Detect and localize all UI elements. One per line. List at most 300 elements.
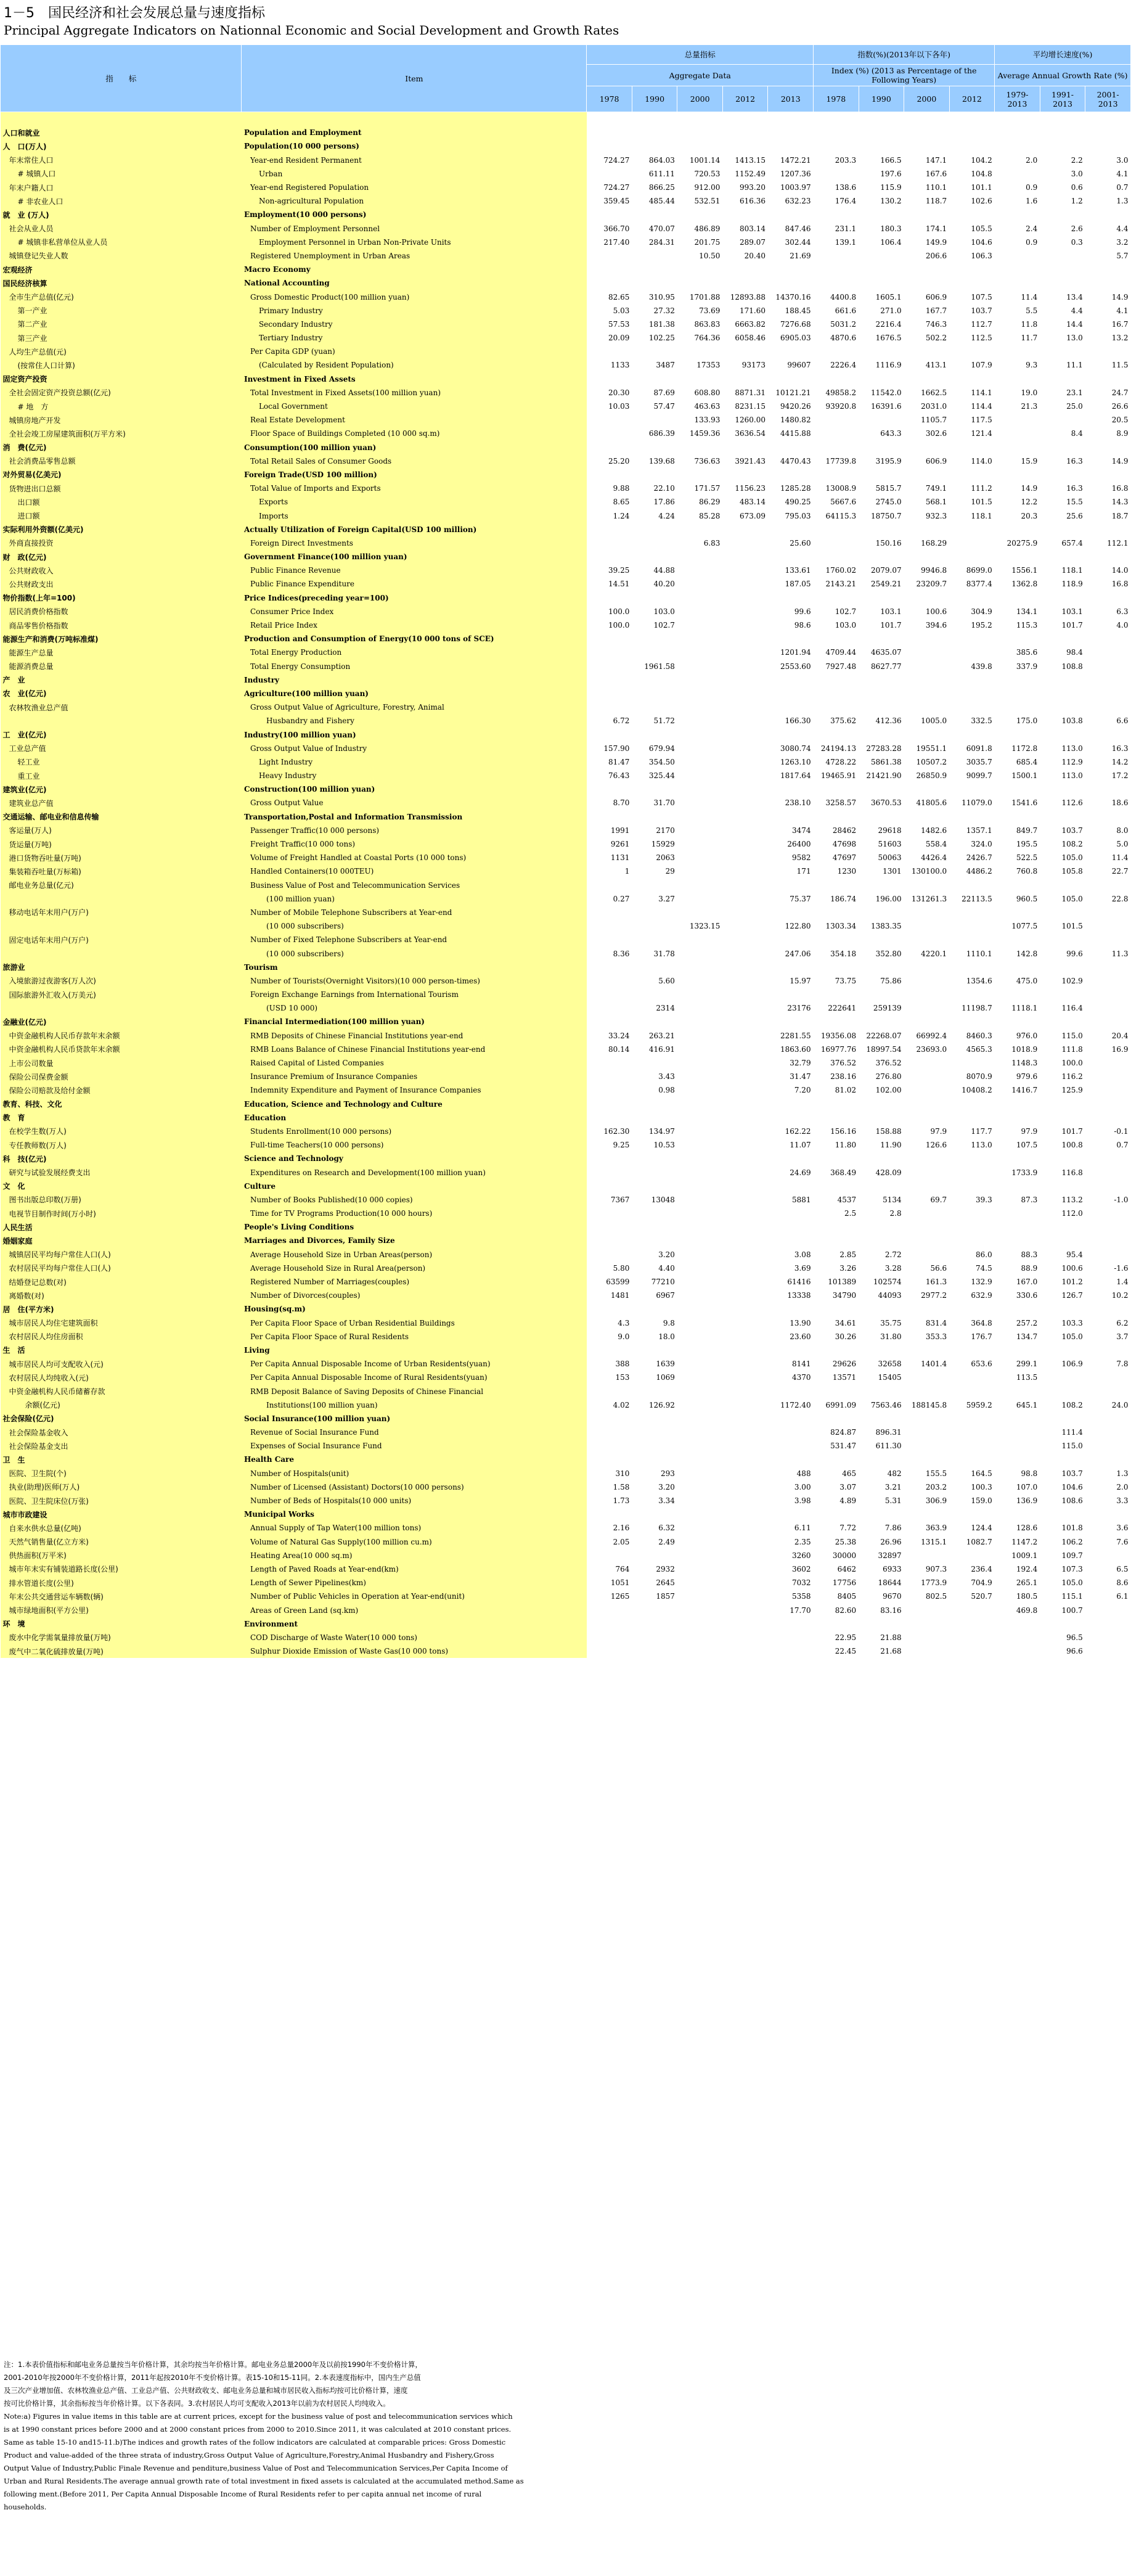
table-cell: [904, 646, 950, 659]
table-row: [1, 988, 1131, 1001]
row-label-en: Full-time Teachers(10 000 persons): [242, 1138, 587, 1152]
table-cell: 1482.6: [904, 824, 950, 837]
table-cell: 18644: [859, 1576, 904, 1589]
row-label-cn: 能源生产和消费(万吨标准煤): [1, 632, 242, 646]
table-cell: 3.20: [632, 1480, 677, 1494]
table-cell: [814, 523, 859, 536]
table-cell: 96.5: [1040, 1631, 1085, 1644]
row-label-cn: 结婚登记总数(对): [1, 1275, 242, 1289]
table-cell: [904, 1083, 950, 1097]
row-label-en: National Accounting: [242, 276, 587, 290]
table-cell: [677, 1097, 723, 1111]
table-row: [1, 126, 1131, 139]
table-cell: 167.6: [904, 167, 950, 181]
header-aggregate-cn: 总量指标: [684, 50, 716, 59]
row-label-en: Time for TV Programs Production(10 000 hours): [242, 1207, 587, 1220]
table-cell: [632, 468, 677, 482]
table-cell: [1085, 1083, 1131, 1097]
table-cell: [587, 523, 632, 536]
row-label-en: Number of Fixed Telephone Subscribers at Year-end: [242, 933, 587, 946]
table-cell: [722, 1056, 768, 1070]
table-cell: 26.6: [1085, 400, 1131, 413]
row-label-cn: 港口货物吞吐量(万吨): [1, 851, 242, 864]
table-cell: 187.05: [768, 577, 814, 591]
row-label-cn: 社会保险基金收入: [1, 1425, 242, 1439]
table-cell: [995, 1220, 1040, 1234]
table-cell: 17739.8: [814, 454, 859, 468]
table-cell: [587, 208, 632, 221]
table-cell: [677, 728, 723, 741]
table-cell: 44.88: [632, 564, 677, 577]
table-cell: 388: [587, 1357, 632, 1371]
row-label-cn: 城市居民人均可支配收入(元): [1, 1357, 242, 1371]
row-label-en: Primary Industry: [242, 304, 587, 318]
table-cell: 3602: [768, 1562, 814, 1576]
table-cell: [722, 769, 768, 782]
note-line-en: Urban and Rural Residents.The average annual growth rate of total investment in fixed assets is calculated at the accumulated method.Same as: [4, 2477, 524, 2485]
table-cell: [995, 523, 1040, 536]
table-cell: 203.3: [814, 154, 859, 167]
table-row: [1, 1302, 1131, 1316]
table-cell: [722, 1097, 768, 1111]
table-cell: [859, 263, 904, 276]
table-cell: 2.2: [1040, 154, 1085, 167]
table-cell: 1: [587, 864, 632, 878]
table-cell: [995, 1631, 1040, 1644]
table-cell: [768, 1343, 814, 1357]
table-cell: 463.63: [677, 400, 723, 413]
table-cell: 657.4: [1040, 536, 1085, 550]
row-label-en: RMB Loans Balance of Chinese Financial Institutions year-end: [242, 1043, 587, 1056]
table-cell: 133.93: [677, 413, 723, 427]
table-cell: 385.6: [995, 646, 1040, 659]
table-cell: 764.36: [677, 331, 723, 345]
header-index-en: Index (%) (2013 as Percentage of the Following Years): [814, 65, 995, 86]
table-cell: 5667.6: [814, 495, 859, 509]
table-cell: 102.7: [814, 605, 859, 618]
table-cell: 102.00: [859, 1083, 904, 1097]
table-cell: [587, 413, 632, 427]
table-cell: 490.25: [768, 495, 814, 509]
row-label-cn: 旅游业: [1, 961, 242, 974]
table-cell: 18997.54: [859, 1043, 904, 1056]
table-cell: [814, 810, 859, 824]
table-cell: 0.9: [995, 181, 1040, 194]
table-cell: [677, 892, 723, 906]
table-cell: 47698: [814, 837, 859, 851]
table-cell: 469.8: [995, 1603, 1040, 1617]
table-cell: 118.1: [1040, 564, 1085, 577]
table-cell: [949, 208, 995, 221]
table-cell: 47697: [814, 851, 859, 864]
table-cell: [632, 961, 677, 974]
table-cell: 11.7: [995, 331, 1040, 345]
table-cell: [1040, 468, 1085, 482]
table-cell: [722, 1083, 768, 1097]
table-cell: [768, 139, 814, 153]
table-cell: [904, 1165, 950, 1179]
table-cell: 142.8: [995, 946, 1040, 960]
row-label-cn: 上市公司数量: [1, 1056, 242, 1070]
table-cell: [995, 700, 1040, 714]
table-cell: 643.3: [859, 427, 904, 440]
table-cell: [814, 1302, 859, 1316]
table-cell: 8070.9: [949, 1070, 995, 1083]
row-label-en: Investment in Fixed Assets: [242, 372, 587, 386]
table-cell: 108.8: [1040, 660, 1085, 673]
table-cell: [722, 1152, 768, 1165]
table-cell: 3.07: [814, 1480, 859, 1494]
table-cell: [995, 276, 1040, 290]
table-cell: [587, 1179, 632, 1193]
table-cell: [587, 673, 632, 687]
table-cell: 26.96: [859, 1535, 904, 1549]
table-cell: [814, 1412, 859, 1425]
table-cell: 976.0: [995, 1029, 1040, 1043]
row-label-cn: 城市年末实有铺装道路长度(公里): [1, 1562, 242, 1576]
table-row: [1, 1425, 1131, 1439]
table-cell: [904, 632, 950, 646]
row-label-cn: 城市市政建设: [1, 1507, 242, 1521]
table-cell: 661.6: [814, 304, 859, 318]
table-cell: [904, 441, 950, 454]
table-cell: [904, 1097, 950, 1111]
table-cell: [1040, 249, 1085, 263]
table-cell: [587, 276, 632, 290]
table-cell: 10507.2: [904, 755, 950, 769]
table-cell: 439.8: [949, 660, 995, 673]
table-cell: [587, 1001, 632, 1015]
table-cell: [632, 263, 677, 276]
table-cell: [995, 126, 1040, 139]
table-cell: 100.0: [1040, 1056, 1085, 1070]
table-cell: 105.0: [1040, 892, 1085, 906]
table-cell: [1085, 1070, 1131, 1083]
table-cell: [904, 1111, 950, 1125]
table-cell: 23693.0: [904, 1043, 950, 1056]
table-cell: 724.27: [587, 181, 632, 194]
table-cell: [949, 1179, 995, 1193]
table-cell: [632, 208, 677, 221]
table-cell: [1040, 441, 1085, 454]
table-cell: [1040, 1111, 1085, 1125]
table-cell: 162.30: [587, 1125, 632, 1138]
table-cell: 1005.0: [904, 714, 950, 728]
table-cell: 2281.55: [768, 1029, 814, 1043]
table-row: [1, 1125, 1131, 1138]
table-cell: [859, 1384, 904, 1398]
table-cell: 57.47: [632, 400, 677, 413]
table-cell: [1040, 550, 1085, 564]
table-cell: 293: [632, 1467, 677, 1480]
table-cell: [722, 1357, 768, 1371]
table-cell: [995, 933, 1040, 946]
table-cell: [1085, 919, 1131, 933]
table-cell: [995, 632, 1040, 646]
table-cell: 488: [768, 1467, 814, 1480]
table-cell: 102.25: [632, 331, 677, 345]
row-label-en: Agriculture(100 million yuan): [242, 687, 587, 700]
header-indicator-en: Item: [242, 45, 587, 112]
table-row: [1, 167, 1131, 181]
table-cell: 1701.88: [677, 290, 723, 303]
table-cell: 2.05: [587, 1535, 632, 1549]
row-label-cn: 实际利用外资额(亿美元): [1, 523, 242, 536]
table-row: [1, 646, 1131, 659]
table-row: [1, 1111, 1131, 1125]
table-cell: 2.16: [587, 1521, 632, 1535]
table-cell: [722, 782, 768, 796]
table-cell: [677, 864, 723, 878]
table-cell: 1118.1: [995, 1001, 1040, 1015]
row-label-cn: 居 住(平方米): [1, 1302, 242, 1316]
table-cell: [904, 1425, 950, 1439]
table-cell: [1040, 1015, 1085, 1028]
table-cell: [677, 126, 723, 139]
table-cell: 130.2: [859, 194, 904, 208]
table-cell: [768, 933, 814, 946]
table-row: [1, 1261, 1131, 1275]
table-cell: [722, 1111, 768, 1125]
row-label-en: Number of Hospitals(unit): [242, 1467, 587, 1480]
table-cell: 99607: [768, 358, 814, 372]
table-cell: 175.0: [995, 714, 1040, 728]
table-cell: [1040, 988, 1085, 1001]
row-label-cn: 金融业(亿元): [1, 1015, 242, 1028]
table-cell: [587, 536, 632, 550]
table-cell: [904, 276, 950, 290]
table-cell: 4220.1: [904, 946, 950, 960]
table-cell: [722, 618, 768, 632]
table-cell: 1315.1: [904, 1535, 950, 1549]
table-cell: [904, 1070, 950, 1083]
table-row: [1, 1220, 1131, 1234]
table-cell: 6.6: [1085, 714, 1131, 728]
table-cell: [722, 1535, 768, 1549]
table-cell: 3670.53: [859, 796, 904, 810]
table-cell: 101.2: [1040, 1275, 1085, 1289]
table-cell: 122.80: [768, 919, 814, 933]
row-label-cn: 第一产业: [1, 304, 242, 318]
table-cell: [587, 961, 632, 974]
table-cell: 2.49: [632, 1535, 677, 1549]
table-cell: 27.32: [632, 304, 677, 318]
table-cell: [722, 441, 768, 454]
table-cell: [904, 468, 950, 482]
table-cell: [859, 1507, 904, 1521]
row-label-en: Education, Science and Technology and Culture: [242, 1097, 587, 1111]
table-cell: [949, 536, 995, 550]
table-cell: 16.7: [1085, 318, 1131, 331]
table-cell: [995, 673, 1040, 687]
table-cell: [904, 263, 950, 276]
table-cell: [1040, 1384, 1085, 1398]
table-cell: 111.4: [1040, 1425, 1085, 1439]
table-cell: [1040, 1220, 1085, 1234]
table-cell: 34790: [814, 1289, 859, 1302]
table-cell: [632, 879, 677, 892]
year-header-growth: 2001- 2013: [1085, 86, 1131, 112]
year-header-aggregate: 1990: [632, 86, 677, 112]
table-row: [1, 1330, 1131, 1343]
table-cell: [768, 1207, 814, 1220]
table-cell: [722, 1439, 768, 1453]
table-cell: 77210: [632, 1275, 677, 1289]
table-cell: 1.2: [1040, 194, 1085, 208]
table-cell: [1040, 112, 1085, 126]
table-cell: 364.8: [949, 1316, 995, 1330]
table-row: [1, 1384, 1131, 1398]
row-label-en: People's Living Conditions: [242, 1220, 587, 1234]
row-label-en: Population and Employment: [242, 126, 587, 139]
table-cell: [949, 1015, 995, 1028]
table-cell: [904, 345, 950, 358]
table-cell: 13048: [632, 1193, 677, 1207]
table-cell: 0.3: [1040, 236, 1085, 249]
table-cell: [677, 933, 723, 946]
row-label-cn: 农村居民人均住房面积: [1, 1330, 242, 1343]
table-cell: 115.9: [859, 181, 904, 194]
table-row: [1, 782, 1131, 796]
table-cell: 532.51: [677, 194, 723, 208]
table-cell: [768, 1234, 814, 1247]
table-cell: 31.70: [632, 796, 677, 810]
table-cell: [1085, 728, 1131, 741]
table-cell: [632, 1056, 677, 1070]
table-cell: 103.8: [1040, 714, 1085, 728]
row-label-en: Length of Sewer Pipelines(km): [242, 1576, 587, 1589]
table-cell: 6058.46: [722, 331, 768, 345]
row-label-cn: 能源消费总量: [1, 660, 242, 673]
table-cell: [995, 372, 1040, 386]
table-cell: 86.29: [677, 495, 723, 509]
table-cell: [722, 755, 768, 769]
table-cell: 673.09: [722, 509, 768, 522]
table-cell: [904, 1179, 950, 1193]
table-cell: [904, 523, 950, 536]
table-cell: 114.4: [949, 400, 995, 413]
row-label-en: Industry(100 million yuan): [242, 728, 587, 741]
table-cell: 363.9: [904, 1521, 950, 1535]
table-cell: [1085, 112, 1131, 126]
table-cell: 2977.2: [904, 1289, 950, 1302]
table-cell: 186.74: [814, 892, 859, 906]
table-row: [1, 482, 1131, 495]
table-cell: [814, 468, 859, 482]
row-label-cn: 公共财政支出: [1, 577, 242, 591]
table-cell: 24.69: [768, 1165, 814, 1179]
table-cell: 66992.4: [904, 1029, 950, 1043]
table-cell: 25.38: [814, 1535, 859, 1549]
table-cell: 2143.21: [814, 577, 859, 591]
table-cell: 824.87: [814, 1425, 859, 1439]
table-cell: 8699.0: [949, 564, 995, 577]
table-cell: 109.7: [1040, 1549, 1085, 1562]
row-label-en: Construction(100 million yuan): [242, 782, 587, 796]
table-cell: 33.24: [587, 1029, 632, 1043]
table-cell: [722, 1316, 768, 1330]
table-cell: [949, 126, 995, 139]
table-cell: 105.5: [949, 222, 995, 236]
table-cell: 180.5: [995, 1589, 1040, 1603]
row-label-cn: 城镇房地产开发: [1, 413, 242, 427]
row-label-en: Annual Supply of Tap Water(100 million tons): [242, 1521, 587, 1535]
table-cell: [722, 276, 768, 290]
table-cell: 8.65: [587, 495, 632, 509]
table-cell: 104.2: [949, 154, 995, 167]
row-label-cn: 研究与试验发展经费支出: [1, 1165, 242, 1179]
table-cell: [814, 1384, 859, 1398]
table-cell: 130100.0: [904, 864, 950, 878]
table-cell: [722, 1275, 768, 1289]
row-label-cn: [1, 1001, 242, 1015]
table-cell: [1040, 1507, 1085, 1521]
table-cell: 368.49: [814, 1165, 859, 1179]
table-cell: [677, 591, 723, 605]
table-cell: 104.6: [949, 236, 995, 249]
table-cell: [859, 468, 904, 482]
table-cell: [587, 1111, 632, 1125]
table-cell: 2.8: [859, 1207, 904, 1220]
table-cell: [904, 126, 950, 139]
table-cell: [587, 1015, 632, 1028]
table-cell: 176.4: [814, 194, 859, 208]
table-cell: [904, 1207, 950, 1220]
table-cell: 153: [587, 1371, 632, 1384]
row-label-cn: 中资金融机构人民币储蓄存款: [1, 1384, 242, 1398]
table-cell: [677, 1453, 723, 1466]
table-cell: 993.20: [722, 181, 768, 194]
table-cell: 108.6: [1040, 1494, 1085, 1507]
table-cell: 3.3: [1085, 1494, 1131, 1507]
table-cell: [587, 1631, 632, 1644]
table-cell: 5881: [768, 1193, 814, 1207]
table-cell: [995, 1097, 1040, 1111]
table-cell: 1285.28: [768, 482, 814, 495]
table-cell: 64115.3: [814, 509, 859, 522]
table-cell: [632, 1549, 677, 1562]
table-cell: 101.7: [1040, 1125, 1085, 1138]
table-cell: [1085, 126, 1131, 139]
row-label-cn: # 地 方: [1, 400, 242, 413]
row-label-en: Revenue of Social Insurance Fund: [242, 1425, 587, 1439]
table-cell: [1040, 372, 1085, 386]
table-cell: [1040, 782, 1085, 796]
table-cell: 11.80: [814, 1138, 859, 1152]
table-cell: [949, 1644, 995, 1658]
table-cell: [1085, 1302, 1131, 1316]
table-cell: 107.5: [949, 290, 995, 303]
table-cell: 1051: [587, 1576, 632, 1589]
table-cell: [677, 782, 723, 796]
table-cell: 1541.6: [995, 796, 1040, 810]
table-row: [1, 1521, 1131, 1535]
table-cell: [814, 782, 859, 796]
table-cell: [677, 263, 723, 276]
table-cell: 25.20: [587, 454, 632, 468]
table-cell: [722, 1343, 768, 1357]
row-label-en: Passenger Traffic(10 000 persons): [242, 824, 587, 837]
table-cell: [1040, 1179, 1085, 1193]
table-row: [1, 1589, 1131, 1603]
table-cell: [677, 810, 723, 824]
table-cell: [904, 1248, 950, 1261]
table-cell: [859, 700, 904, 714]
table-cell: [904, 1220, 950, 1234]
row-label-cn: 居民消费价格指数: [1, 605, 242, 618]
table-cell: 20.5: [1085, 413, 1131, 427]
table-cell: [814, 933, 859, 946]
